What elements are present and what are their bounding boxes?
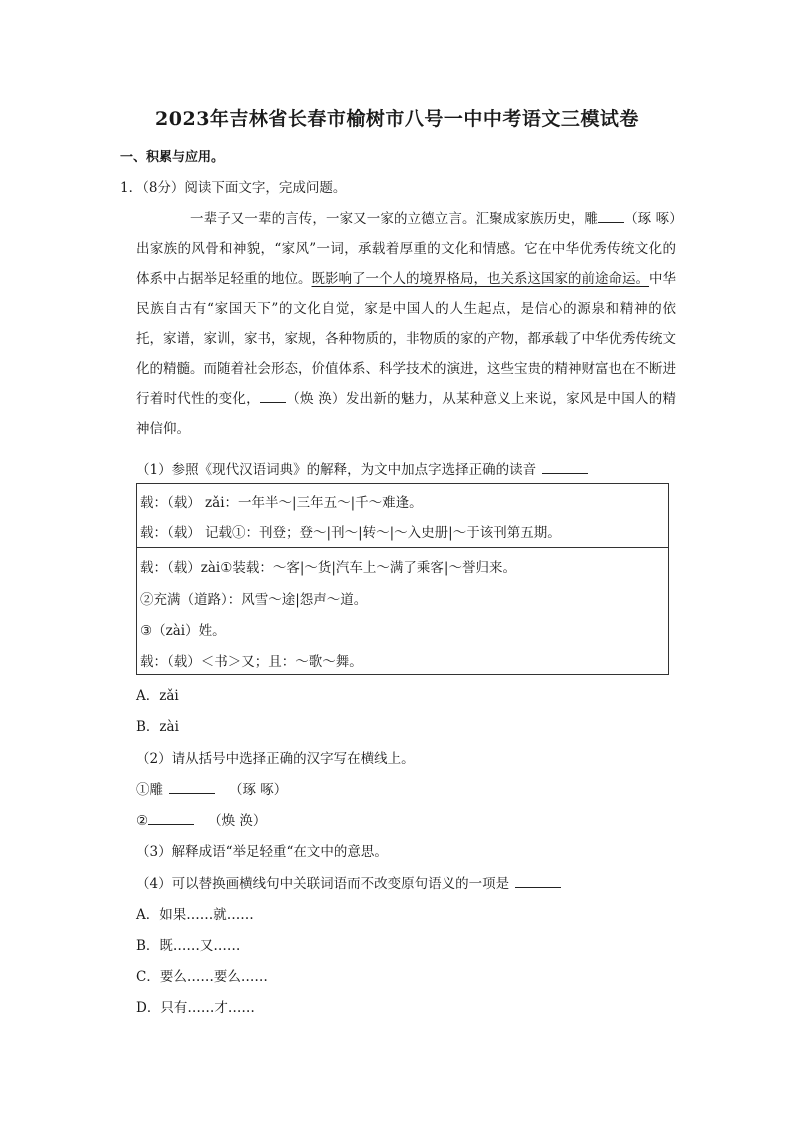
sub-question-4	[136, 872, 561, 892]
passage-part-4: （焕 涣）发出新的魅力，从某种意义上来说，家风是中国人的精神信仰。	[136, 391, 676, 437]
passage-part-2: （琢 啄）出家族的风骨和神貌，“家风”一词，承载着厚重的文化和情感。它在中华优秀传统文化的体系中占据举足轻重的地位。	[136, 211, 677, 287]
underlined-sentence: 既影响了一个人的境界格局，也关系这国家的前途命运。	[311, 271, 649, 287]
option-d: D．只有……才……	[136, 1000, 255, 1016]
section-heading: 一、积累与应用。	[120, 150, 225, 165]
passage-blank-1	[598, 208, 624, 223]
sub-question-4-text: （4）可以替换画横线句中关联词语而不改变原句语义的一项是	[136, 876, 510, 892]
dictionary-row: 载：（载）＜书＞又；且：～歌～舞。	[140, 654, 363, 670]
sub-question-2-item-2	[136, 809, 266, 829]
option-b: B．既……又……	[136, 938, 241, 954]
sub-question-1-text: （1）参照《现代汉语词典》的解释，为文中加点字选择正确的读音	[136, 462, 537, 478]
dictionary-row: ③（zài）姓。	[140, 623, 226, 639]
option-b-pinyin: B．zài	[136, 719, 179, 735]
sub-question-1	[136, 458, 588, 478]
answer-blank-1	[542, 459, 588, 474]
item-1-choices: （琢 啄）	[229, 782, 288, 798]
sub-question-2: （2）请从括号中选择正确的汉字写在横线上。	[136, 751, 415, 767]
dictionary-row: 载：（载） zǎi：一年半～|三年五～|千～难逢。	[140, 495, 423, 511]
option-c: C．要么……要么……	[136, 969, 268, 985]
question-1-header: 1．（8分）阅读下面文字，完成问题。	[120, 180, 347, 196]
answer-blank-2a	[169, 779, 215, 794]
dictionary-row: ②充满（道路）：风雪～途|怨声～道。	[140, 592, 368, 608]
item-1-label: ①雕	[136, 782, 163, 798]
passage-part-3: 中华民族自古有“家国天下”的文化自觉，家是中国人的人生起点，是信心的源泉和精神的依托，家谱，家训，家书，家规，各种物质的，非物质的家的产物，都承载了中华优秀传统文化的精髓。而随着社会形态，价值体系、科学技术的演进，这些宝贵的精神财富也在不断进行着时代性的变化，	[136, 271, 676, 407]
dictionary-row: 载：（载）zài①装载：～客|～货|汽车上～满了乘客|～誉归来。	[140, 560, 516, 576]
item-2-label: ②	[136, 813, 149, 829]
dictionary-divider	[137, 547, 668, 548]
answer-blank-4	[515, 873, 561, 888]
option-a-pinyin: A．zǎi	[136, 688, 179, 704]
passage-part-1: 一辈子又一辈的言传，一家又一家的立德立言。汇聚成家族历史，雕	[190, 211, 598, 227]
sub-question-2-item-1	[136, 778, 287, 798]
sub-question-3: （3）解释成语“举足轻重“在文中的意思。	[136, 844, 388, 860]
item-2-choices: （焕 涣）	[208, 813, 267, 829]
answer-blank-2b	[148, 810, 194, 825]
dictionary-entry-box	[136, 483, 669, 675]
reading-passage	[136, 204, 676, 444]
option-a: A．如果……就……	[136, 907, 254, 923]
page-title: 2023年吉林省长春市榆树市八号一中中考语文三模试卷	[155, 108, 639, 130]
dictionary-row: 载：（载） 记载①：刊登；登～|刊～|转～|～入史册|～于该刊第五期。	[140, 525, 561, 541]
passage-blank-2	[260, 388, 286, 403]
